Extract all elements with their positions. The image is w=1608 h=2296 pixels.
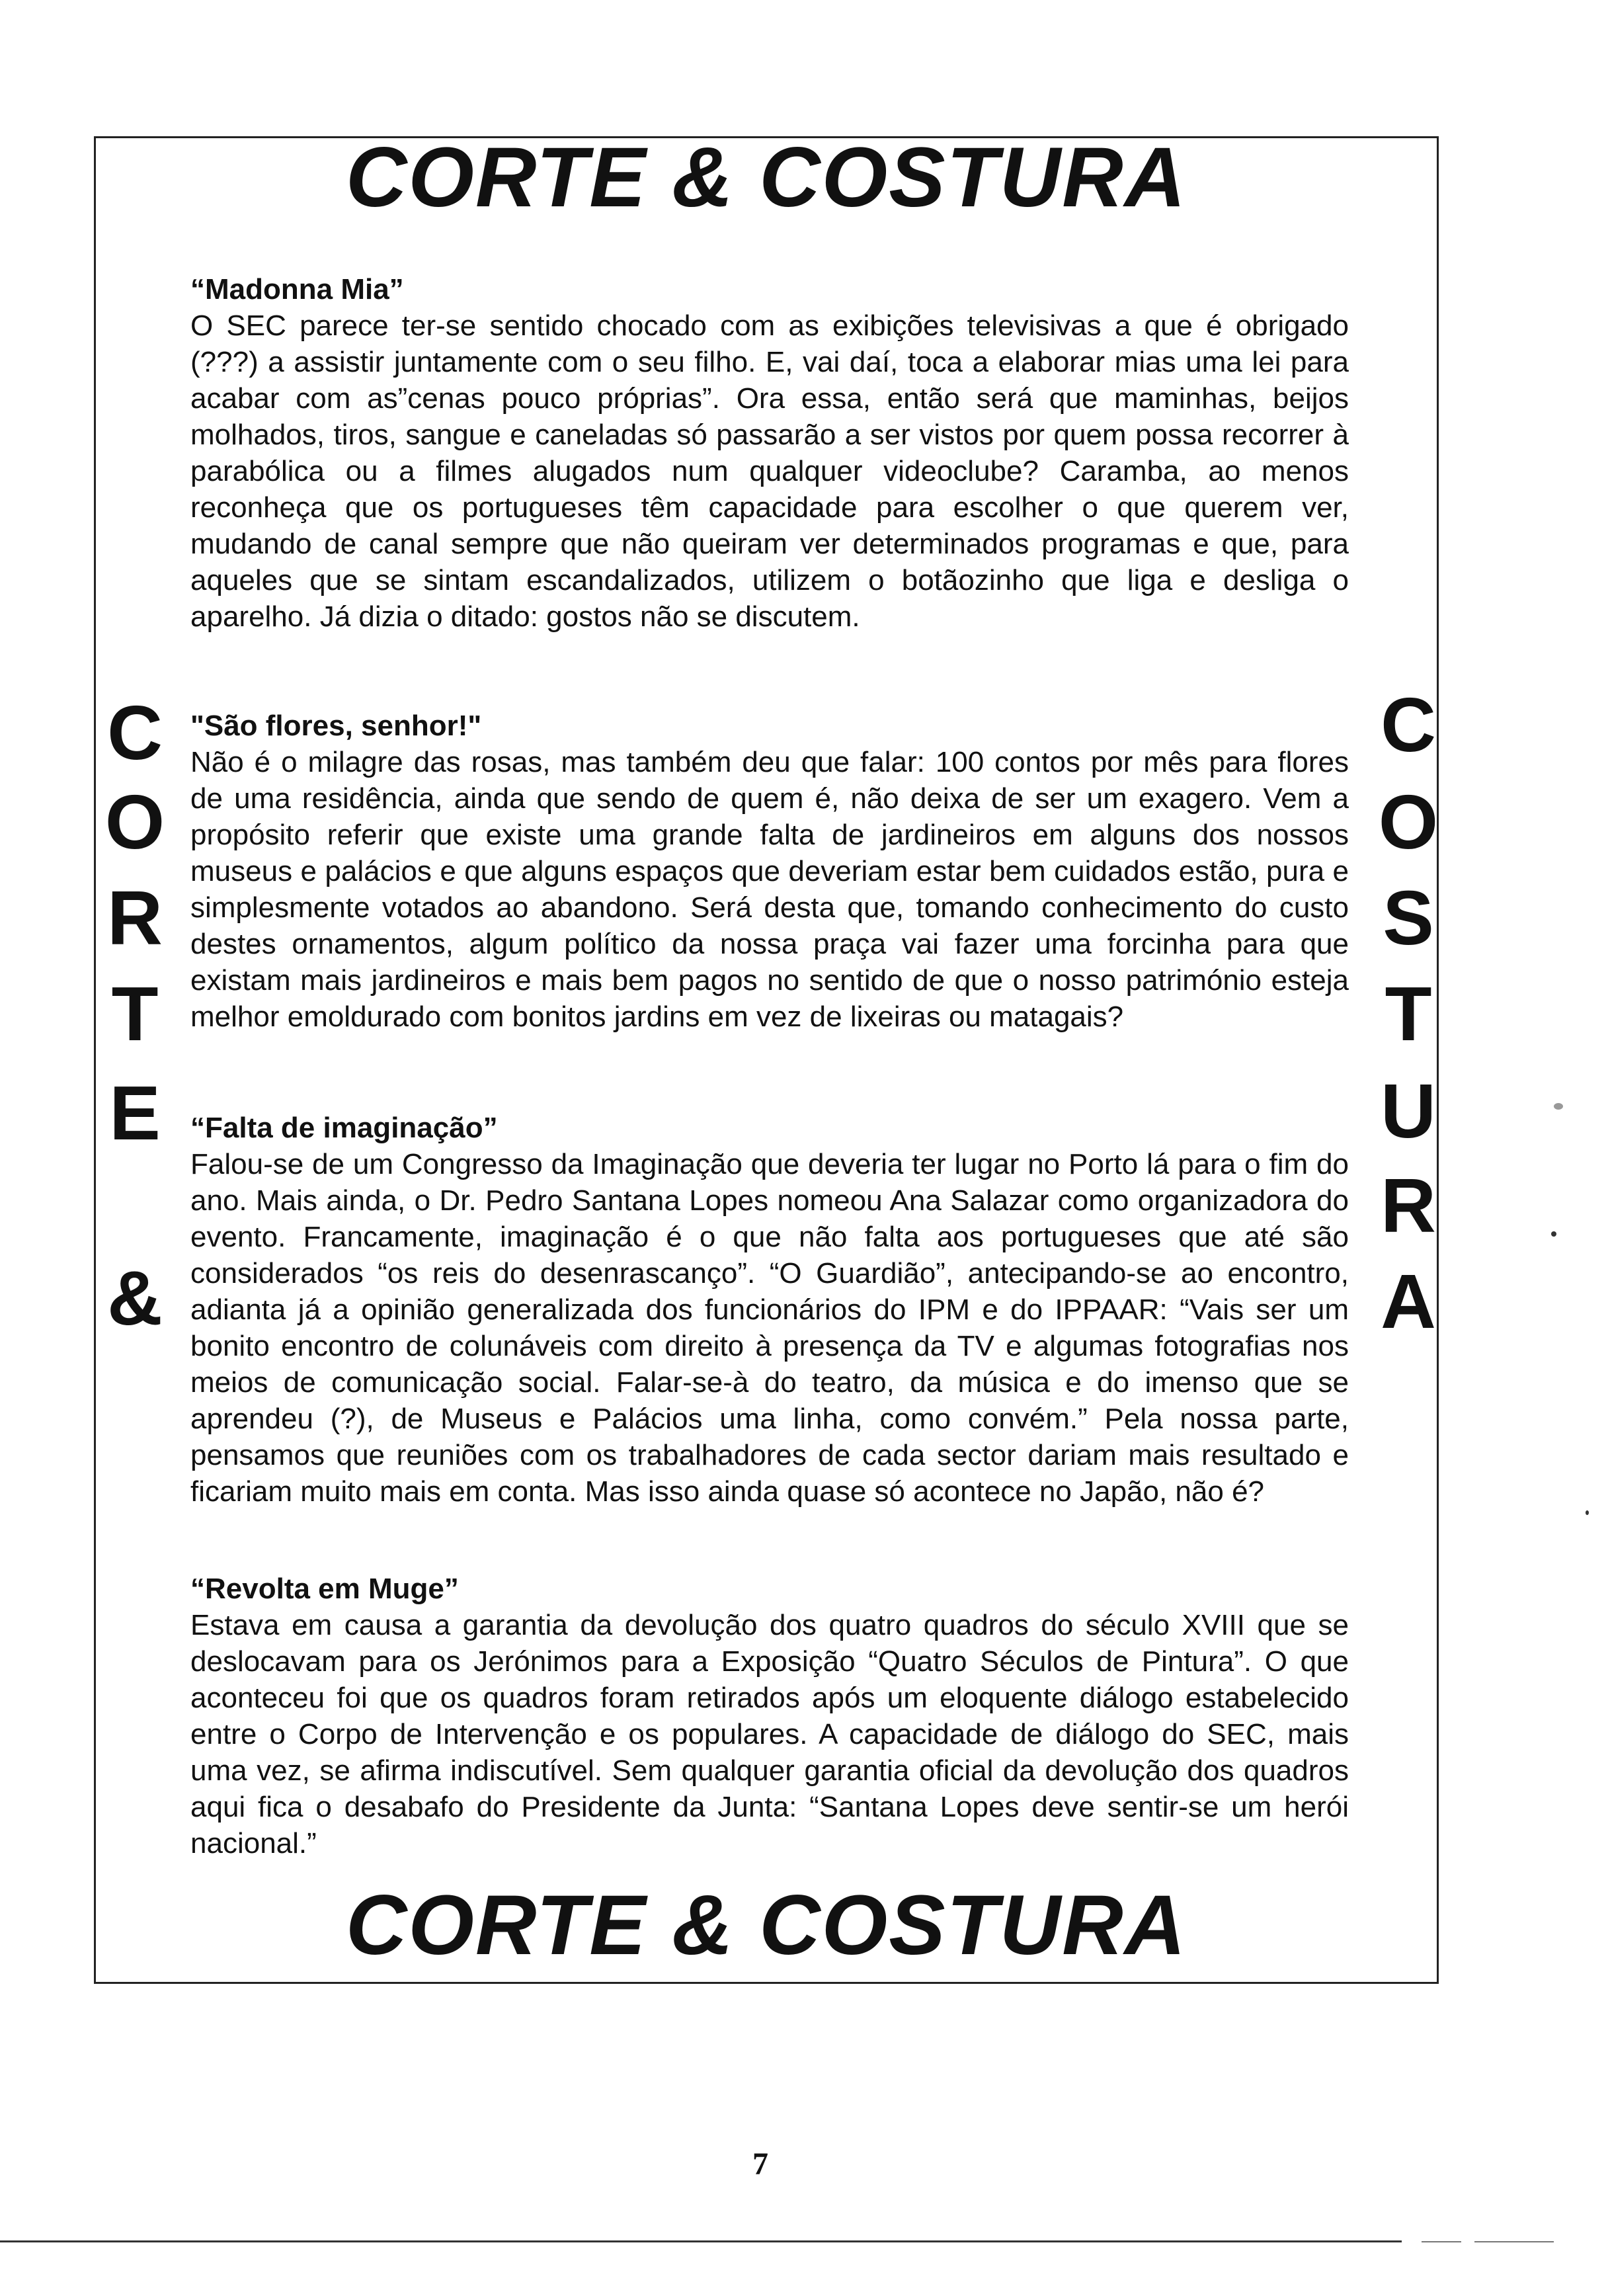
article-body: Falou-se de um Congresso da Imaginação que deveria ter lugar no Porto lá para o fim do ano. Mais ainda, o Dr. Pedro Santana Lopes nomeou Ana Salazar como organizadora do evento. Francamente, imaginação é o que não falta aos portugueses que até são considerados “os reis do desenrascanço”. “O Guardião”, antecipando-se ao encontro, adianta já a opinião generalizada dos funcionários do IPM e do IPPAAR: “Vais ser um bonito encontro de colunáveis com direito à presença da TV e algumas fotografias nos meios de comunicação social. Falar-se-à do teatro, da música e do imenso que se aprendeu (?), de Museus e Palácios uma linha, como convém.” Pela nossa parte, pensamos que reuniões com os trabalhadores de cada sector dariam mais resultado e ficariam muito mais em conta. Mas isso ainda quase só acontece no Japão, não é? (190, 1148, 1349, 1508)
side-letter-right: A (1381, 1258, 1436, 1344)
scan-bottom-rule (0, 2240, 1402, 2242)
article-madonna-mia (190, 271, 1349, 635)
side-letter-right: U (1381, 1068, 1436, 1154)
article-falta-de-imaginacao (190, 1110, 1349, 1510)
side-letter-left: C (107, 690, 163, 776)
scan-speck (1586, 1510, 1589, 1515)
side-letter-left: E (109, 1070, 161, 1156)
article-sao-flores (190, 708, 1349, 1035)
side-letter-right: O (1378, 779, 1439, 865)
scan-rule-fragment (1474, 2241, 1554, 2242)
side-letter-right: T (1385, 971, 1432, 1057)
article-title: “Revolta em Muge” (190, 1573, 459, 1605)
article-body: Não é o milagre das rosas, mas também deu que falar: 100 contos por mês para flores de uma residência, ainda que sendo de quem é, não deixa de ser um exagero. Vem a propósito referir que existe uma grande falta de jardineiros em alguns dos nossos museus e palácios e que alguns espaços que deveriam estar bem cuidados estão, pura e simplesmente votados ao abandono. Será desta que, tomando conhecimento do custo destes ornamentos, algum político da nossa praça vai fazer uma forcinha para que existam mais jardineiros e mais bem pagos no sentido de que o nosso património esteja melhor emoldurado com bonitos jardins em vez de lixeiras ou matagais? (190, 746, 1349, 1033)
article-body: Estava em causa a garantia da devolução dos quatro quadros do século XVIII que se deslocavam para os Jerónimos para a Exposição “Quatro Séculos de Pintura”. O que aconteceu foi que os quadros foram retirados após um eloquente diálogo estabelecido entre o Corpo de Intervenção e os populares. A capacidade de diálogo do SEC, mais uma vez, se afirma indiscutível. Sem qualquer garantia oficial da devolução dos quadros aqui fica o desabafo do Presidente da Junta: “Santana Lopes deve sentir-se um herói nacional.” (190, 1609, 1349, 1860)
side-letter-left: R (107, 875, 163, 961)
side-letter-left: O (104, 779, 165, 865)
side-letter-left: & (107, 1255, 163, 1341)
article-revolta-em-muge (190, 1571, 1349, 1862)
side-letter-right: S (1383, 875, 1434, 961)
side-letter-left: T (111, 971, 159, 1057)
scan-speck (1551, 1231, 1556, 1237)
side-letter-right: R (1381, 1163, 1436, 1249)
banner-title-top: CORTE & COSTURA (345, 130, 1187, 225)
article-title: “Falta de imaginação” (190, 1112, 498, 1144)
scan-rule-fragment (1422, 2241, 1461, 2242)
side-letter-right: C (1381, 682, 1436, 768)
article-title: “Madonna Mia” (190, 273, 404, 306)
scan-speck (1554, 1103, 1563, 1110)
banner-title-bottom: CORTE & COSTURA (345, 1878, 1187, 1973)
article-title: "São flores, senhor!" (190, 710, 482, 742)
page-number: 7 (752, 2147, 768, 2182)
article-body: O SEC parece ter-se sentido chocado com as exibições televisivas a que é obrigado (???) a assistir juntamente com o seu filho. E, vai daí, toca a elaborar mias uma lei para acabar com as”cenas pouco próprias”. Ora essa, então será que maminhas, beijos molhados, tiros, sangue e caneladas só passarão a ser vistos por quem possa recorrer à parabólica ou a filmes alugados num qualquer videoclube? Caramba, ao menos reconheça que os portugueses têm capacidade para escolher o que querem ver, mudando de canal sempre que não queiram ver determinados programas e que, para aqueles que se sintam escandalizados, utilizem o botãozinho que liga e desliga o aparelho. Já dizia o ditado: gostos não se discutem. (190, 309, 1349, 633)
